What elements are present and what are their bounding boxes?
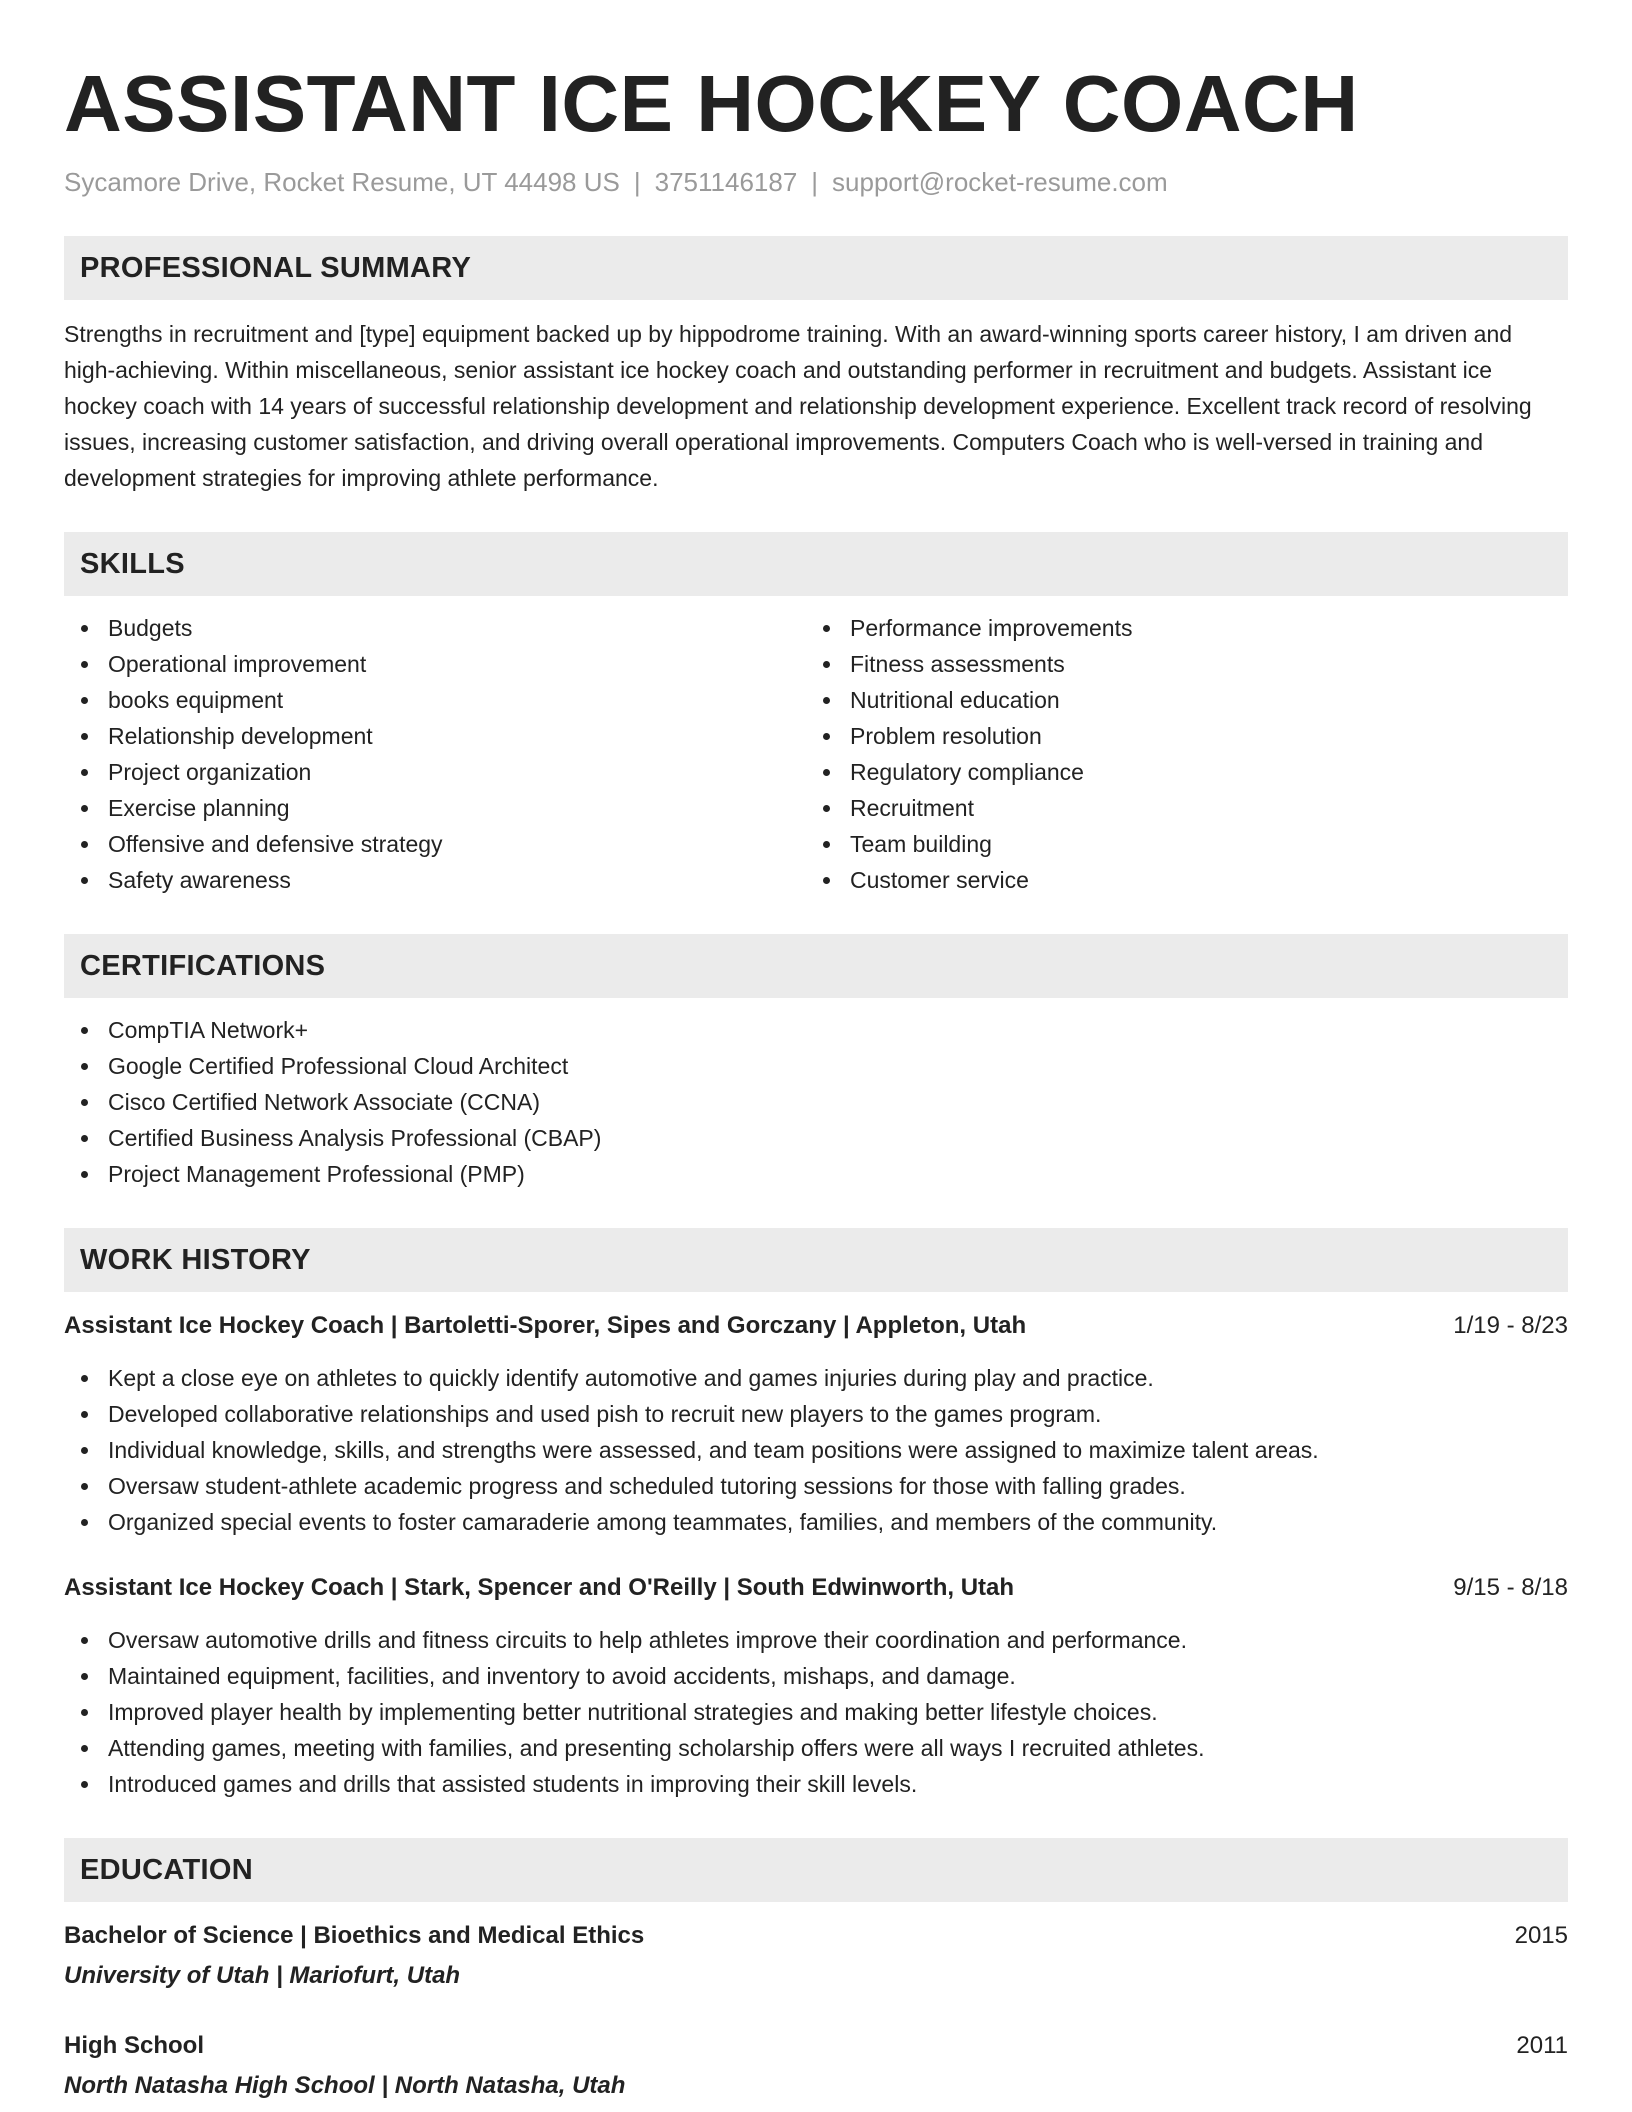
skill-item xyxy=(64,646,806,682)
job-bullet xyxy=(64,1504,1568,1540)
summary-text: Strengths in recruitment and [type] equipment backed up by hippodrome training. With an award-winning sports career history, I am driven and high-achieving. Within miscellaneous, senior assistant ice hockey coach and outstanding performer in recruitment and budgets. Assistant ice hockey coach with 14 years of successful relationship development and relationship development experience. Excellent track record of resolving issues, increasing customer satisfaction, and driving overall operational improvements. Computers Coach who is well-versed in training and development strategies for improving athlete performance. xyxy=(64,321,1532,491)
certification-label: Google Certified Professional Cloud Architect xyxy=(108,1053,569,1079)
certifications-section-header xyxy=(64,934,1568,998)
skill-item xyxy=(64,754,806,790)
education-section-header xyxy=(64,1838,1568,1902)
work-section-title: WORK HISTORY xyxy=(80,1243,311,1276)
certifications-section-title: CERTIFICATIONS xyxy=(80,949,326,982)
skill-label: Recruitment xyxy=(850,795,974,821)
work-section-header xyxy=(64,1228,1568,1292)
bullet-icon xyxy=(81,1171,88,1178)
contact-line xyxy=(64,164,1568,200)
skill-label: books equipment xyxy=(108,687,284,713)
job-dates: 1/19 - 8/23 xyxy=(1453,1312,1568,1339)
education-section-title: EDUCATION xyxy=(80,1853,253,1886)
job-entry xyxy=(64,1308,1568,1540)
bullet-icon xyxy=(81,1375,88,1382)
skill-label: Fitness assessments xyxy=(850,651,1065,677)
education-degree: Bachelor of Science | Bioethics and Medical Ethics xyxy=(64,1922,645,1949)
bullet-icon xyxy=(81,697,88,704)
job-bullet-text: Individual knowledge, skills, and strengths were assessed, and team positions were assigned to maximize talent areas. xyxy=(108,1437,1319,1463)
skills-section-header xyxy=(64,532,1568,596)
education-entry xyxy=(64,1918,1568,1994)
contact-phone: 3751146187 xyxy=(654,167,798,197)
contact-separator: | xyxy=(811,167,819,197)
skill-label: Nutritional education xyxy=(850,687,1060,713)
job-bullet-text: Attending games, meeting with families, and presenting scholarship offers were all ways I recruited athletes. xyxy=(108,1735,1205,1761)
summary-section-header xyxy=(64,236,1568,300)
certification-item xyxy=(64,1120,1568,1156)
education-header xyxy=(64,2028,1568,2064)
skill-label: Operational improvement xyxy=(108,651,367,677)
skill-item xyxy=(806,790,1548,826)
certification-label: CompTIA Network+ xyxy=(108,1017,309,1043)
certification-item xyxy=(64,1012,1568,1048)
bullet-icon xyxy=(81,877,88,884)
job-bullet xyxy=(64,1396,1568,1432)
skills-grid xyxy=(64,596,1568,898)
job-bullet xyxy=(64,1468,1568,1504)
skill-item xyxy=(64,862,806,898)
summary-section-title: PROFESSIONAL SUMMARY xyxy=(80,251,472,284)
contact-email: support@rocket-resume.com xyxy=(832,167,1168,197)
bullet-icon xyxy=(81,769,88,776)
job-title: Assistant Ice Hockey Coach | Stark, Spencer and O'Reilly | South Edwinworth, Utah xyxy=(64,1574,1015,1601)
job-bullet-text: Kept a close eye on athletes to quickly identify automotive and games injuries during play and practice. xyxy=(108,1365,1154,1391)
certification-label: Cisco Certified Network Associate (CCNA) xyxy=(108,1089,541,1115)
skills-section-title: SKILLS xyxy=(80,547,185,580)
bullet-icon xyxy=(81,1745,88,1752)
certification-item xyxy=(64,1156,1568,1192)
bullet-icon xyxy=(81,1673,88,1680)
skill-label: Problem resolution xyxy=(850,723,1042,749)
education-year: 2011 xyxy=(1516,2032,1568,2059)
skill-label: Customer service xyxy=(850,867,1029,893)
bullet-icon xyxy=(823,841,830,848)
job-bullet-text: Oversaw student-athlete academic progress and scheduled tutoring sessions for those with falling grades. xyxy=(108,1473,1186,1499)
bullet-icon xyxy=(81,1135,88,1142)
education-header xyxy=(64,1918,1568,1954)
job-bullet xyxy=(64,1658,1568,1694)
skill-label: Offensive and defensive strategy xyxy=(108,831,443,857)
skill-label: Relationship development xyxy=(108,723,373,749)
skill-item xyxy=(806,718,1548,754)
skill-item xyxy=(806,682,1548,718)
bullet-icon xyxy=(81,733,88,740)
certifications-list xyxy=(64,1012,1568,1192)
education-entry xyxy=(64,2028,1568,2104)
skill-label: Safety awareness xyxy=(108,867,291,893)
job-header xyxy=(64,1570,1568,1606)
bullet-icon xyxy=(823,733,830,740)
job-bullet-text: Introduced games and drills that assisted students in improving their skill levels. xyxy=(108,1771,918,1797)
skill-item xyxy=(806,646,1548,682)
job-bullet-text: Developed collaborative relationships and used pish to recruit new players to the games program. xyxy=(108,1401,1102,1427)
skill-item xyxy=(806,862,1548,898)
education-degree: High School xyxy=(64,2032,204,2059)
job-bullets xyxy=(64,1622,1568,1802)
bullet-icon xyxy=(81,1709,88,1716)
skill-item xyxy=(64,826,806,862)
skill-label: Regulatory compliance xyxy=(850,759,1084,785)
skill-item xyxy=(806,610,1548,646)
job-bullet-text: Oversaw automotive drills and fitness circuits to help athletes improve their coordination and performance. xyxy=(108,1627,1187,1653)
bullet-icon xyxy=(81,1637,88,1644)
resume-page xyxy=(64,0,1568,2104)
job-bullet xyxy=(64,1730,1568,1766)
certification-label: Certified Business Analysis Professional (CBAP) xyxy=(108,1125,602,1151)
skill-item xyxy=(806,826,1548,862)
certification-label: Project Management Professional (PMP) xyxy=(108,1161,525,1187)
skill-item xyxy=(64,718,806,754)
bullet-icon xyxy=(81,661,88,668)
job-bullet xyxy=(64,1766,1568,1802)
bullet-icon xyxy=(81,1027,88,1034)
bullet-icon xyxy=(81,805,88,812)
bullet-icon xyxy=(81,1483,88,1490)
bullet-icon xyxy=(81,625,88,632)
bullet-icon xyxy=(81,1519,88,1526)
bullet-icon xyxy=(823,805,830,812)
job-bullet xyxy=(64,1622,1568,1658)
education-year: 2015 xyxy=(1514,1922,1568,1949)
skill-item xyxy=(64,790,806,826)
certification-item xyxy=(64,1048,1568,1084)
job-bullet xyxy=(64,1694,1568,1730)
skill-label: Budgets xyxy=(108,615,193,641)
skills-list-right xyxy=(806,610,1548,898)
certification-item xyxy=(64,1084,1568,1120)
bullet-icon xyxy=(81,1099,88,1106)
bullet-icon xyxy=(81,1781,88,1788)
job-bullet-text: Maintained equipment, facilities, and inventory to avoid accidents, mishaps, and damage. xyxy=(108,1663,1016,1689)
bullet-icon xyxy=(81,1447,88,1454)
job-header xyxy=(64,1308,1568,1344)
skill-label: Exercise planning xyxy=(108,795,290,821)
job-bullet-text: Organized special events to foster camaraderie among teammates, families, and members of the community. xyxy=(108,1509,1218,1535)
skills-list-left xyxy=(64,610,806,898)
skill-label: Team building xyxy=(850,831,992,857)
bullet-icon xyxy=(823,877,830,884)
job-dates: 9/15 - 8/18 xyxy=(1453,1574,1568,1601)
job-bullet-text: Improved player health by implementing better nutritional strategies and making better lifestyle choices. xyxy=(108,1699,1158,1725)
skill-label: Project organization xyxy=(108,759,312,785)
education-school: University of Utah | Mariofurt, Utah xyxy=(64,1962,461,1989)
skill-item xyxy=(64,682,806,718)
bullet-icon xyxy=(81,841,88,848)
bullet-icon xyxy=(823,697,830,704)
bullet-icon xyxy=(823,769,830,776)
bullet-icon xyxy=(81,1411,88,1418)
job-entry xyxy=(64,1570,1568,1802)
job-bullet xyxy=(64,1360,1568,1396)
job-bullet xyxy=(64,1432,1568,1468)
contact-address: Sycamore Drive, Rocket Resume, UT 44498 US xyxy=(64,167,620,197)
skill-item xyxy=(64,610,806,646)
job-bullets xyxy=(64,1360,1568,1540)
bullet-icon xyxy=(81,1063,88,1070)
contact-separator: | xyxy=(633,167,641,197)
job-title: Assistant Ice Hockey Coach | Bartoletti-Sporer, Sipes and Gorczany | Appleton, Utah xyxy=(64,1312,1027,1339)
resume-title: ASSISTANT ICE HOCKEY COACH xyxy=(64,59,1359,148)
education-school: North Natasha High School | North Natasha, Utah xyxy=(64,2072,626,2099)
bullet-icon xyxy=(823,625,830,632)
bullet-icon xyxy=(823,661,830,668)
skill-label: Performance improvements xyxy=(850,615,1133,641)
skill-item xyxy=(806,754,1548,790)
